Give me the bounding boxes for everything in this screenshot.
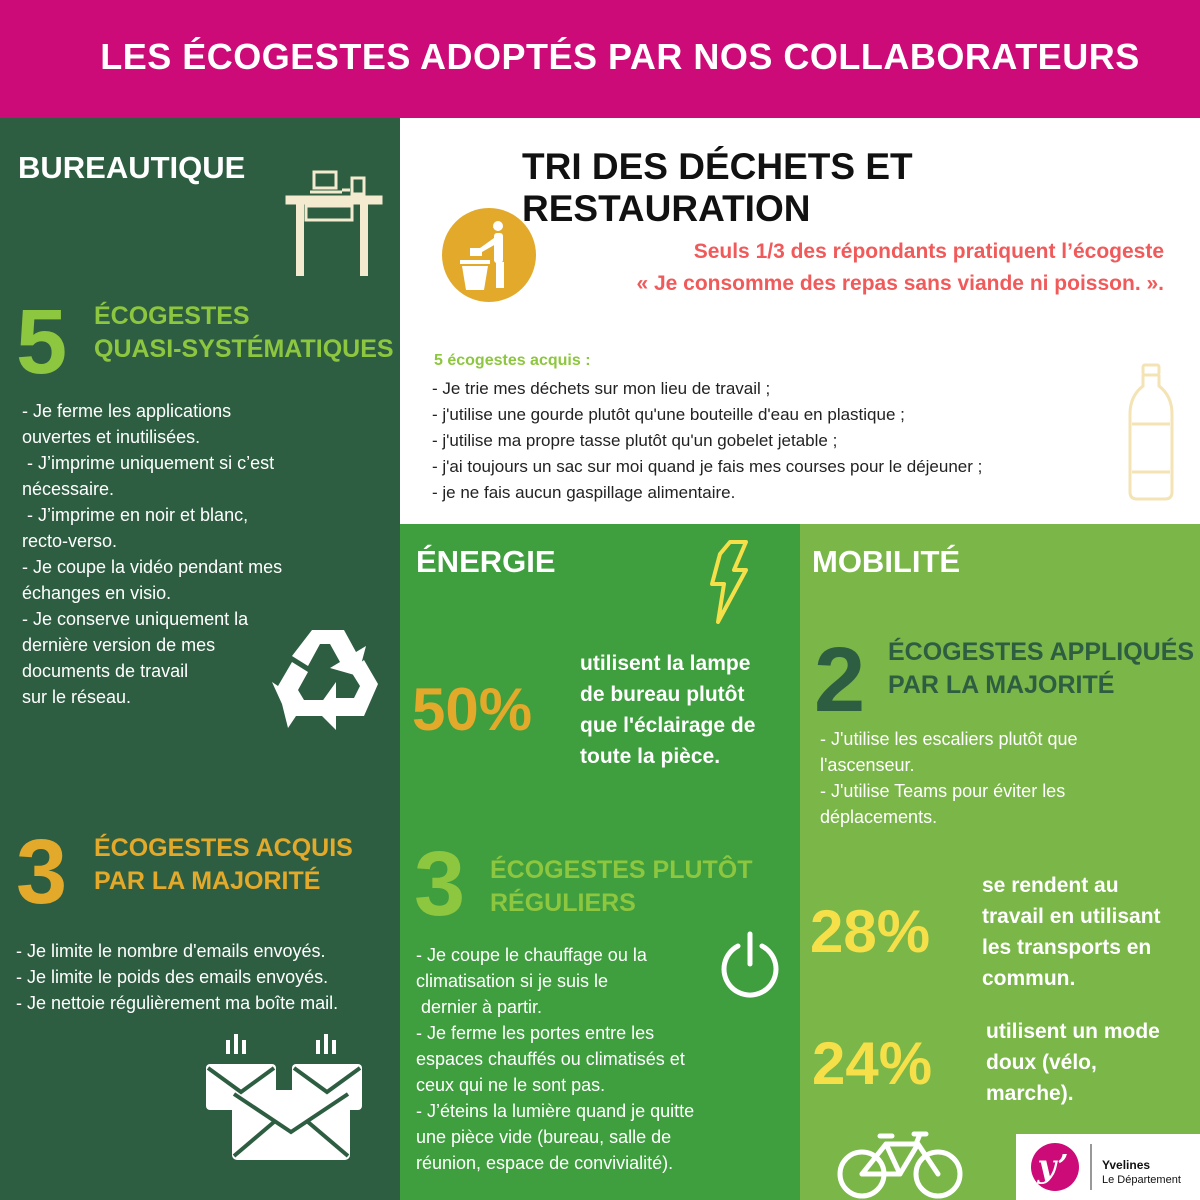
energie-list [416,942,694,1176]
stat-line: travail en utilisant [982,905,1161,928]
list-item: - Je coupe le chauffage ou la [416,945,647,965]
list-item: dernier à partir. [416,997,543,1017]
list-item: dernière version de mes [22,635,216,655]
list-item: - Je coupe la vidéo pendant mes [22,557,283,577]
tri-list [432,376,982,506]
list-item: - je ne fais aucun gaspillage alimentaire. [432,483,736,502]
bureautique-list-1 [22,398,282,710]
bureautique-count-2: 3 [16,821,68,923]
yvelines-logo-mark-icon [1030,1142,1080,1192]
stat-line: commun. [982,967,1076,990]
stat-line: toute la pièce. [580,745,721,768]
list-item: - J'utilise Teams pour éviter les [820,781,1066,801]
list-item: sur le réseau. [22,687,132,707]
list-item: - j'utilise une gourde plutôt qu'une bouteille d'eau en plastique ; [432,405,905,424]
list-item: espaces chauffés ou climatisés et [416,1049,685,1069]
recycle-icon [272,622,384,732]
energie-title: ÉNERGIE [416,544,556,579]
mobilite-stat1-text [982,870,1161,994]
logo-mark-text: y’ [1037,1147,1069,1185]
tri-highlight [560,236,1164,300]
subhead-line: ÉCOGESTES APPLIQUÉS [888,638,1195,666]
highlight-line: Seuls 1/3 des répondants pratiquent l’écogeste [693,240,1164,263]
email-icon [204,1030,374,1162]
list-item: - J’éteins la lumière quand je quitte [416,1101,695,1121]
bureautique-title: BUREAUTIQUE [18,150,246,185]
trash-bin-person-icon [442,208,536,302]
stat-line: doux (vélo, [986,1051,1097,1074]
list-item: déplacements. [820,807,938,827]
subhead-line: PAR LA MAJORITÉ [888,670,1115,699]
list-item: l'ascenseur. [820,755,915,775]
energie-count: 3 [414,833,466,935]
bureautique-count-1: 5 [16,291,68,393]
list-item: réunion, espace de convivialité). [416,1153,674,1173]
list-item: recto-verso. [22,531,118,551]
list-item: échanges en visio. [22,583,172,603]
list-item: - Je limite le poids des emails envoyés. [16,967,329,987]
stat-line: utilisent un mode [986,1020,1160,1043]
bottle-icon [1126,362,1176,502]
list-item: - Je ferme les applications [22,401,232,421]
list-item: - Je ferme les portes entre les [416,1023,655,1043]
list-item: - j'ai toujours un sac sur moi quand je fais mes courses pour le déjeuner ; [432,457,983,476]
highlight-line: « Je consomme des repas sans viande ni poisson. ». [636,272,1164,295]
bureautique-subhead-1 [94,300,394,365]
logo-divider [1090,1144,1092,1190]
stat-line: marche). [986,1082,1074,1105]
mobilite-stat1-value: 28% [810,898,931,965]
subhead-line: PAR LA MAJORITÉ [94,866,321,895]
list-item: ouvertes et inutilisées. [22,427,201,447]
mobilite-stat2-text [986,1016,1160,1109]
list-item: - Je trie mes déchets sur mon lieu de travail ; [432,379,771,398]
subhead-line: ÉCOGESTES ACQUIS [94,834,353,862]
mobilite-list [820,726,1078,830]
bureautique-subhead-2 [94,832,353,897]
list-item: - J'utilise les escaliers plutôt que [820,729,1078,749]
list-item: - J’imprime uniquement si c’est [22,453,275,473]
power-icon [718,930,782,1000]
stat-line: utilisent la lampe [580,652,751,675]
subhead-line: ÉCOGESTES [94,302,250,330]
tri-title: TRI DES DÉCHETS ET RESTAURATION [522,146,913,229]
mobilite-count: 2 [814,629,866,731]
list-item: - Je nettoie régulièrement ma boîte mail. [16,993,339,1013]
tri-acquired-label: 5 écogestes acquis : [434,352,591,369]
lightning-icon [706,540,748,624]
stat-line: les transports en [982,936,1152,959]
list-item: - J’imprime en noir et blanc, [22,505,249,525]
energie-subhead [490,854,753,919]
mobilite-stat2-value: 24% [812,1030,933,1097]
page-title: LES ÉCOGESTES ADOPTÉS PAR NOS COLLABORATEURS [100,36,1140,77]
subhead-line: ÉCOGESTES PLUTÔT [490,856,753,884]
stat-line: de bureau plutôt [580,683,745,706]
subhead-line: RÉGULIERS [490,888,636,917]
bicycle-icon [836,1130,964,1200]
logo-brand: Yvelines [1102,1158,1151,1172]
bureautique-list-2 [16,938,338,1016]
subhead-line: QUASI-SYSTÉMATIQUES [94,334,394,363]
list-item: ceux qui ne le sont pas. [416,1075,606,1095]
mobilite-subhead [888,636,1194,701]
list-item: - Je conserve uniquement la [22,609,249,629]
stat-line: que l'éclairage de [580,714,756,737]
list-item: documents de travail [22,661,189,681]
energie-stat-text [580,648,755,772]
logo-subtitle: Le Département [1102,1174,1181,1186]
list-item: nécessaire. [22,479,115,499]
energie-stat-value: 50% [412,676,533,743]
yvelines-logo [1016,1134,1200,1200]
list-item: - j'utilise ma propre tasse plutôt qu'un gobelet jetable ; [432,431,838,450]
list-item: - Je limite le nombre d'emails envoyés. [16,941,326,961]
list-item: climatisation si je suis le [416,971,609,991]
desk-icon [282,166,386,276]
list-item: une pièce vide (bureau, salle de [416,1127,672,1147]
mobilite-title: MOBILITÉ [812,544,961,579]
stat-line: se rendent au [982,874,1119,897]
